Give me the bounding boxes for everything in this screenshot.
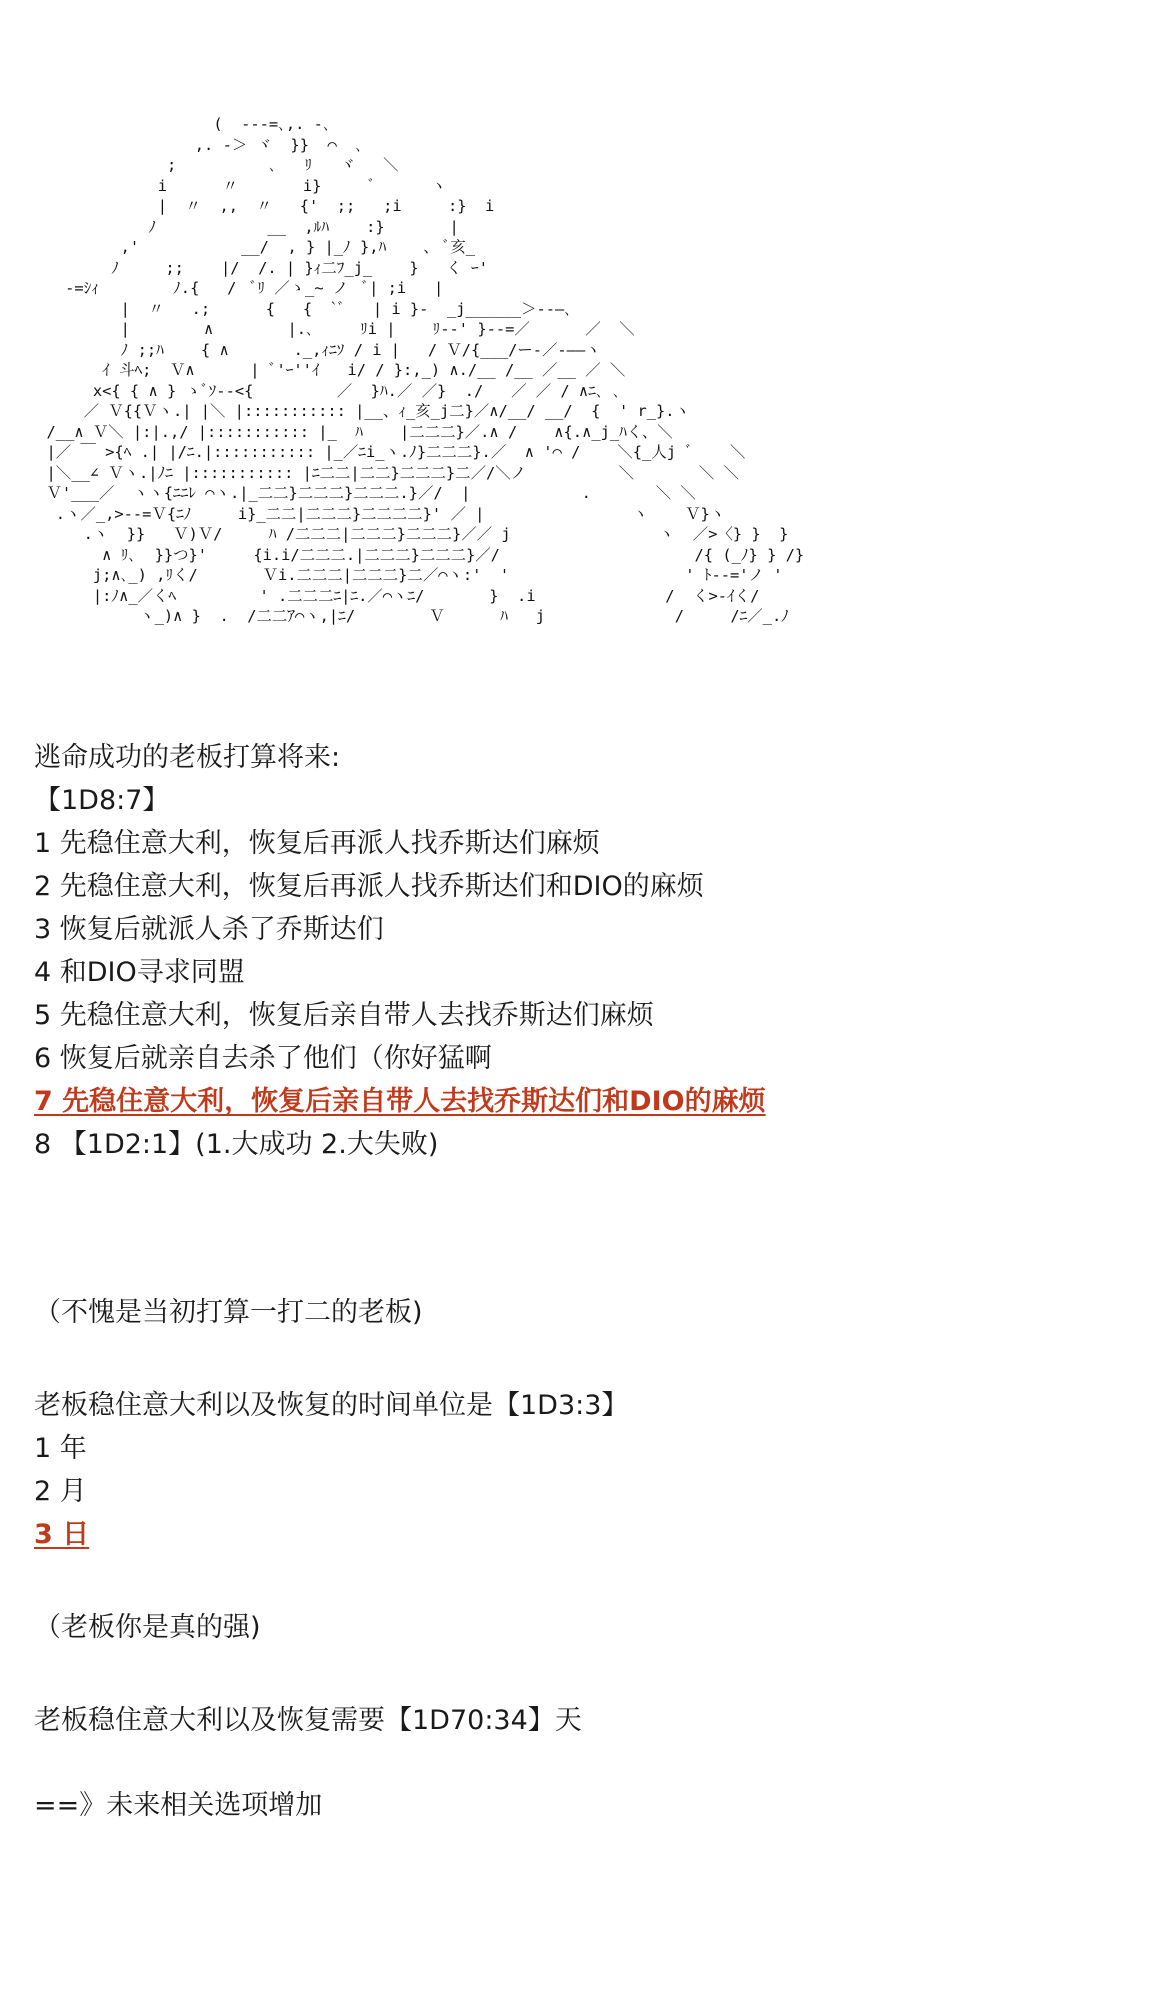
- ascii-art-illustration: ( ---=､,. -､ ,. -＞ ヾ }} ⌒ ､ ; ､ ﾘ ヾ ＼ i 〃 i} ﾞ ヽ | 〃 ,, 〃 {' ;; ;i :} i ﾉ __ ,ﾙﾊ :} | ,' __/ , } |_ﾉ },ﾊ 、 ﾞ亥_ ﾉ ;; |/ /. | }ｨ二ﾌ_j_ } く ｰ' ‐=ｼｨ ﾉ.{ / ﾞﾘ ／ゝ_~ ノ ﾞ| ;i | | 〃 .; { { `ﾞ | i }- _j______＞--―､ | ∧ |.､ ﾘi | ﾘ--' }--=／ ／ ＼ ﾉ ;;ﾊ { ∧ ._,ｨﾆｿ / i | / Ｖ/{___/ー-／-――ヽ ｲ 斗ﾍ; Ｖ∧ | ﾞ'ｰ''ｲ i/ / }:,_) ∧./__ /__ ／__ ／ ＼ x<{ { ∧ } ゝﾞｿ-‐<{ ／ }ﾊ.／ ／} ./ ／ ／ / ∧ﾆ､ ､ ／ Ｖ{{Ｖヽ.| |＼ |::::::::::: |__、ｨ_亥_j二}／∧/__/ __/ { ' r_}.ヽ /__∧ Ｖ＼ |:|.,/ |::::::::::: |_ ﾊ |二二二}／.∧ / ∧{.∧_j_ﾊく、＼ |／ ￣ >{ﾍ .| |/ﾆ.|::::::::::: |_／ﾆi_ヽ.ﾉ}二二二}.／ ∧ '⌒ / ＼{_人j ﾞ ＼ |＼__∠ Ｖヽ.|ﾉﾆ |::::::::::: |ﾆ二二|二二}二二二}二／/＼ノ ＼ ＼ ＼ Ｖ'___／ ヽヽ{ﾆﾆﾚ ⌒ヽ.|_二二}二二二}二二二.}／/ | . ＼ ＼ .ヽ／_,>--=Ｖ{ﾆﾉ i}_二二|二二二}二二二二}' ／ | ヽ Ｖ}ヽ .ヽ }} Ｖ)Ｖ/ ﾊ /二二二|二二二}二二二}／／ j ヽ ／>〈} } } ∧ ﾘ､ }}つ}' {i.i/二二二.|二二二}二二二}／/ /{ (_ﾉ} } /} j;∧､_) ,ﾘく/ Ｖi.二二二|二二二}二／⌒ヽ:' ' ' ﾄ--='ノ ' |:ﾉ∧_／くﾍ ' .二二二ﾆ|ﾆ.／⌒ヽﾆ/ } .i / く>-ｲく/ ヽ_)∧ } . /二二ｱ⌒ヽ,|ﾆ/ Ｖ ﾊ j / /ﾆ／_.ﾉ: [46, 115, 805, 625]
- option-8: 8 【1D2:1】(1.大成功 2.大失败): [34, 1129, 439, 1160]
- spacer: [34, 1338, 1134, 1388]
- comment-line-1: （不愧是当初打算一打二的老板): [34, 1297, 423, 1328]
- option-4: 4 和DIO寻求同盟: [34, 957, 245, 988]
- spacer: [34, 1560, 1134, 1610]
- dice-roll-main: 【1D8:7】: [34, 785, 170, 816]
- future-options-note: ==》未来相关选项增加: [34, 1790, 323, 1821]
- option-5: 5 先稳住意大利，恢复后亲自带人去找乔斯达们麻烦: [34, 1000, 654, 1031]
- spacer: [34, 1746, 1134, 1788]
- spacer: [34, 1170, 1134, 1295]
- spacer: [34, 1653, 1134, 1703]
- option-7-selected: 7 先稳住意大利，恢复后亲自带人去找乔斯达们和DIO的麻烦: [34, 1086, 766, 1117]
- intro-line: 逃命成功的老板打算将来:: [34, 742, 341, 773]
- option-2: 2 先稳住意大利，恢复后再派人找乔斯达们和DIO的麻烦: [34, 871, 704, 902]
- comment-line-2: （老板你是真的强): [34, 1612, 261, 1643]
- option-1: 1 先稳住意大利，恢复后再派人找乔斯达们麻烦: [34, 828, 600, 859]
- option-6: 6 恢复后就亲自去杀了他们（你好猛啊: [34, 1043, 492, 1074]
- unit-option-1: 1 年: [34, 1433, 87, 1464]
- option-3: 3 恢复后就派人杀了乔斯达们: [34, 914, 384, 945]
- time-unit-roll: 老板稳住意大利以及恢复的时间单位是【1D3:3】: [34, 1390, 629, 1421]
- recovery-days-roll: 老板稳住意大利以及恢复需要【1D70:34】天: [34, 1705, 582, 1736]
- unit-option-3-selected: 3 日: [34, 1519, 90, 1550]
- unit-option-2: 2 月: [34, 1476, 87, 1507]
- story-text: [34, 740, 1134, 1831]
